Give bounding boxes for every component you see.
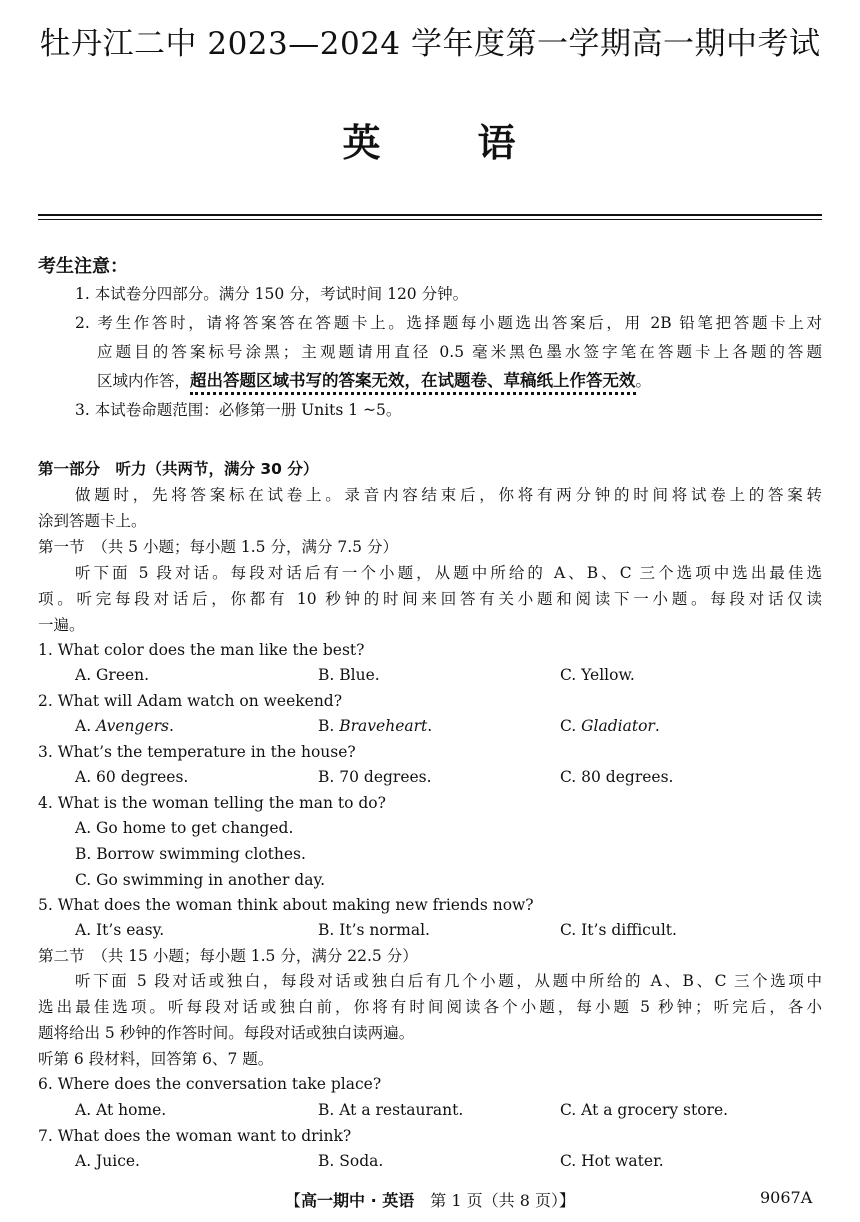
question-7-option-a: A. Juice. — [75, 1152, 140, 1170]
subject-char-2: 语 — [477, 121, 518, 165]
section2-line-2: 选出最佳选项。听每段对话或独白前，你将有时间阅读各个小题，每小题 5 秒钟；听完后，各小 — [38, 998, 822, 1016]
part1-intro-line-2: 涂到答题卡上。 — [38, 512, 147, 530]
question-1-option-b: B. Blue. — [318, 666, 380, 684]
divider-thick — [38, 214, 822, 216]
question-6-option-a: A. At home. — [75, 1101, 167, 1119]
part1-title: 第一部分 听力（共两节，满分 30 分） — [38, 460, 319, 478]
question-4-option-c: C. Go swimming in another day. — [75, 871, 326, 889]
question-4-stem: 4. What is the woman telling the man to do? — [38, 794, 386, 812]
section2-line-3: 题将给出 5 秒钟的作答时间。每段对话或独白读两遍。 — [38, 1024, 415, 1042]
question-7-option-b: B. Soda. — [318, 1152, 384, 1170]
question-7-stem: 7. What does the woman want to drink? — [38, 1127, 352, 1145]
footer-bracket-open: 【 — [285, 1191, 302, 1210]
question-2-option-a: A. Avengers. — [75, 717, 174, 735]
divider-thin — [38, 219, 822, 220]
question-2-option-c: C. Gladiator. — [560, 717, 660, 735]
footer-page-number: 第 1 页（共 8 页） — [414, 1191, 559, 1210]
notice-heading: 考生注意： — [38, 256, 128, 277]
section1-line-2: 项。听完每段对话后，你都有 10 秒钟的时间来回答有关小题和阅读下一小题。每段对话仅读 — [38, 590, 822, 608]
notice-item-3: 3. 本试卷命题范围：必修第一册 Units 1 ~5。 — [75, 401, 402, 419]
question-1-stem: 1. What color does the man like the best? — [38, 641, 365, 659]
section1-line-1: 听下面 5 段对话。每段对话后有一个小题，从题中所给的 A、B、C 三个选项中选出最佳选 — [75, 564, 822, 582]
question-3-option-a: A. 60 degrees. — [75, 768, 189, 786]
section2-line-1: 听下面 5 段对话或独白，每段对话或独白后有几个小题，从题中所给的 A、B、C 三个选项中 — [75, 972, 822, 990]
part1-intro-line-1: 做题时，先将答案标在试卷上。录音内容结束后，你将有两分钟的时间将试卷上的答案转 — [75, 486, 822, 504]
footer-label: 高一期中 · 英语 — [301, 1191, 415, 1210]
notice-item-2-line-1: 2. 考生作答时，请将答案答在答题卡上。选择题每小题选出答案后，用 2B 铅笔把答题卡上对 — [75, 314, 822, 332]
question-1-option-c: C. Yellow. — [560, 666, 635, 684]
question-3-stem: 3. What’s the temperature in the house? — [38, 743, 356, 761]
question-4-option-b: B. Borrow swimming clothes. — [75, 845, 306, 863]
question-6-stem: 6. Where does the conversation take place? — [38, 1075, 382, 1093]
notice-item-2-line-2: 应题目的答案标号涂黑；主观题请用直径 0.5 毫米黑色墨水签字笔在答题卡上各题的答题 — [97, 343, 822, 361]
question-7-option-c: C. Hot water. — [560, 1152, 664, 1170]
question-4-option-a: A. Go home to get changed. — [75, 819, 294, 837]
question-5-option-b: B. It’s normal. — [318, 921, 430, 939]
question-1-option-a: A. Green. — [75, 666, 150, 684]
question-5-option-c: C. It’s difficult. — [560, 921, 677, 939]
notice-emphasis: 超出答题区域书写的答案无效，在试题卷、草稿纸上作答无效 — [190, 371, 636, 395]
question-5-option-a: A. It’s easy. — [75, 921, 165, 939]
notice-plain-text: 区域内作答， — [97, 372, 191, 390]
question-3-option-b: B. 70 degrees. — [318, 768, 432, 786]
section1-line-3: 一遍。 — [38, 616, 85, 634]
paper-code: 9067A — [760, 1188, 813, 1207]
question-6-option-b: B. At a restaurant. — [318, 1101, 464, 1119]
notice-item-1: 1. 本试卷分四部分。满分 150 分，考试时间 120 分钟。 — [75, 285, 469, 303]
page-footer — [0, 1188, 860, 1211]
question-2-option-b: B. Braveheart. — [318, 717, 433, 735]
question-5-stem: 5. What does the woman think about making new friends now? — [38, 896, 534, 914]
question-3-option-c: C. 80 degrees. — [560, 768, 674, 786]
notice-item-2-line-3 — [97, 371, 651, 391]
subject-title — [0, 112, 860, 167]
question-2-stem: 2. What will Adam watch on weekend? — [38, 692, 343, 710]
subject-char-1: 英 — [342, 121, 383, 165]
footer-bracket-close: 】 — [558, 1191, 575, 1210]
material-6-heading: 听第 6 段材料，回答第 6、7 题。 — [38, 1050, 274, 1068]
question-6-option-c: C. At a grocery store. — [560, 1101, 729, 1119]
exam-title: 牡丹江二中 2023—2024 学年度第一学期高一期中考试 — [39, 26, 821, 62]
section2-title: 第二节 （共 15 小题；每小题 1.5 分，满分 22.5 分） — [38, 947, 418, 965]
section1-title: 第一节 （共 5 小题；每小题 1.5 分，满分 7.5 分） — [38, 538, 398, 556]
notice-end-mark: 。 — [635, 372, 652, 390]
